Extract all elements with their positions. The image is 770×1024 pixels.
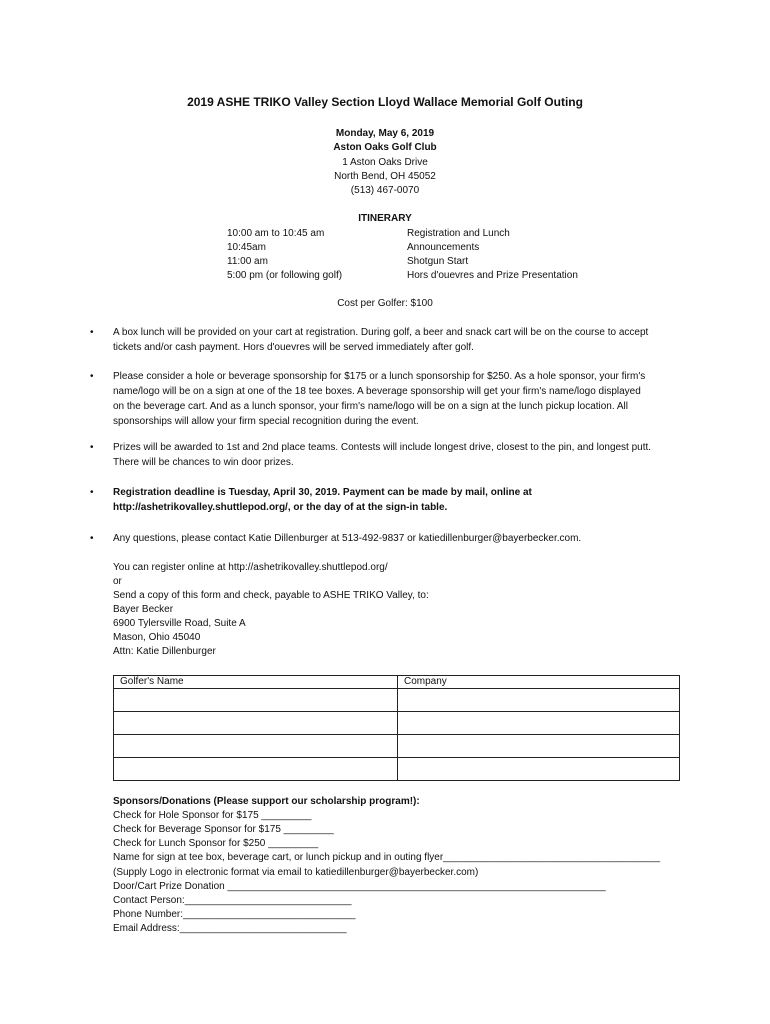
itinerary-heading: ITINERARY bbox=[358, 213, 412, 224]
cost-per-golfer: Cost per Golfer: $100 bbox=[337, 298, 433, 309]
company-cell[interactable] bbox=[398, 758, 680, 781]
bullet-text: tickets and/or cash payment. Hors d'ouevres will be served immediately after golf. bbox=[113, 342, 474, 353]
bullet-icon: • bbox=[90, 371, 94, 382]
email-address-line[interactable]: Email Address:______________________________ bbox=[113, 923, 347, 934]
itinerary-time: 10:45am bbox=[227, 242, 266, 253]
bullet-text: Please consider a hole or beverage sponsorship for $175 or a lunch sponsorship for $250. As a hole sponsor, your firm's bbox=[113, 371, 646, 382]
bullet-text: http://ashetrikovalley.shuttlepod.org/, or the day of at the sign-in table. bbox=[113, 502, 448, 513]
itinerary-event: Shotgun Start bbox=[407, 256, 469, 267]
contact-person-line[interactable]: Contact Person:______________________________ bbox=[113, 895, 352, 906]
itinerary-time: 11:00 am bbox=[227, 256, 268, 267]
mail-street: 6900 Tylersville Road, Suite A bbox=[113, 618, 246, 629]
table-row bbox=[114, 689, 680, 712]
mail-city: Mason, Ohio 45040 bbox=[113, 632, 201, 643]
bullet-text: Registration deadline is Tuesday, April 30, 2019. Payment can be made by mail, online at bbox=[113, 487, 532, 498]
bullet-text: sponsorships will allow your firm special recognition during the event. bbox=[113, 416, 419, 427]
table-row bbox=[114, 758, 680, 781]
mail-company: Bayer Becker bbox=[113, 604, 174, 615]
page-title: 2019 ASHE TRIKO Valley Section Lloyd Wallace Memorial Golf Outing bbox=[187, 95, 583, 109]
itinerary-event: Hors d'ouevres and Prize Presentation bbox=[407, 270, 578, 281]
send-instructions: Send a copy of this form and check, payable to ASHE TRIKO Valley, to: bbox=[113, 590, 429, 601]
lunch-sponsor-line[interactable]: Check for Lunch Sponsor for $250 _________ bbox=[113, 838, 319, 849]
bullet-icon: • bbox=[90, 487, 94, 498]
golfer-name-cell[interactable] bbox=[114, 735, 398, 758]
golfer-name-cell[interactable] bbox=[114, 758, 398, 781]
register-online-text: You can register online at http://ashetrikovalley.shuttlepod.org/ bbox=[113, 562, 388, 573]
venue-phone: (513) 467-0070 bbox=[350, 185, 420, 196]
bullet-text: There will be chances to win door prizes. bbox=[113, 457, 294, 468]
hole-sponsor-line[interactable]: Check for Hole Sponsor for $175 _________ bbox=[113, 810, 312, 821]
bullet-icon: • bbox=[90, 533, 94, 544]
bullet-icon: • bbox=[90, 327, 94, 338]
bullet-text: A box lunch will be provided on your cart at registration. During golf, a beer and snack cart will be on the course to accept bbox=[113, 327, 649, 338]
sign-name-line[interactable]: Name for sign at tee box, beverage cart, or lunch pickup and in outing flyer_______________________________________ bbox=[113, 852, 661, 863]
table-row bbox=[114, 735, 680, 758]
or-text: or bbox=[113, 576, 122, 587]
company-cell[interactable] bbox=[398, 712, 680, 735]
itinerary-event: Registration and Lunch bbox=[407, 228, 510, 239]
mail-attn: Attn: Katie Dillenburger bbox=[113, 646, 216, 657]
bullet-text: name/logo will be on a sign at one of the 18 tee boxes. A beverage sponsorship will get your firm's name/logo displayed bbox=[113, 386, 641, 397]
venue-address-line2: North Bend, OH 45052 bbox=[334, 171, 436, 182]
table-header-row bbox=[114, 676, 680, 689]
itinerary-time: 10:00 am to 10:45 am bbox=[227, 228, 325, 239]
bullet-icon: • bbox=[90, 442, 94, 453]
table-row bbox=[114, 712, 680, 735]
company-cell[interactable] bbox=[398, 689, 680, 712]
company-header: Company bbox=[398, 676, 680, 689]
bullet-text: Any questions, please contact Katie Dillenburger at 513-492-9837 or katiedillenburger@bayerbecker.com. bbox=[113, 533, 582, 544]
bullet-text: on the beverage cart. And as a lunch sponsor, your firm's name/logo will be on a sign at the lunch pickup location. All bbox=[113, 401, 628, 412]
golfer-name-header: Golfer's Name bbox=[114, 676, 398, 689]
sponsors-heading: Sponsors/Donations (Please support our scholarship program!): bbox=[113, 796, 420, 807]
golfer-name-cell[interactable] bbox=[114, 712, 398, 735]
bullet-text: Prizes will be awarded to 1st and 2nd place teams. Contests will include longest drive, closest to the pin, and longest putt. bbox=[113, 442, 652, 453]
venue-name: Aston Oaks Golf Club bbox=[333, 142, 437, 153]
golfer-table bbox=[113, 675, 680, 781]
logo-instructions: (Supply Logo in electronic format via email to katiedillenburger@bayerbecker.com) bbox=[113, 867, 479, 878]
venue-address-line1: 1 Aston Oaks Drive bbox=[342, 157, 428, 168]
event-date: Monday, May 6, 2019 bbox=[335, 128, 435, 139]
phone-number-line[interactable]: Phone Number:_______________________________ bbox=[113, 909, 356, 920]
itinerary-event: Announcements bbox=[407, 242, 480, 253]
door-prize-line[interactable]: Door/Cart Prize Donation ____________________________________________________________________ bbox=[113, 881, 606, 892]
golfer-name-cell[interactable] bbox=[114, 689, 398, 712]
itinerary-time: 5:00 pm (or following golf) bbox=[227, 270, 343, 281]
company-cell[interactable] bbox=[398, 735, 680, 758]
beverage-sponsor-line[interactable]: Check for Beverage Sponsor for $175 _________ bbox=[113, 824, 334, 835]
